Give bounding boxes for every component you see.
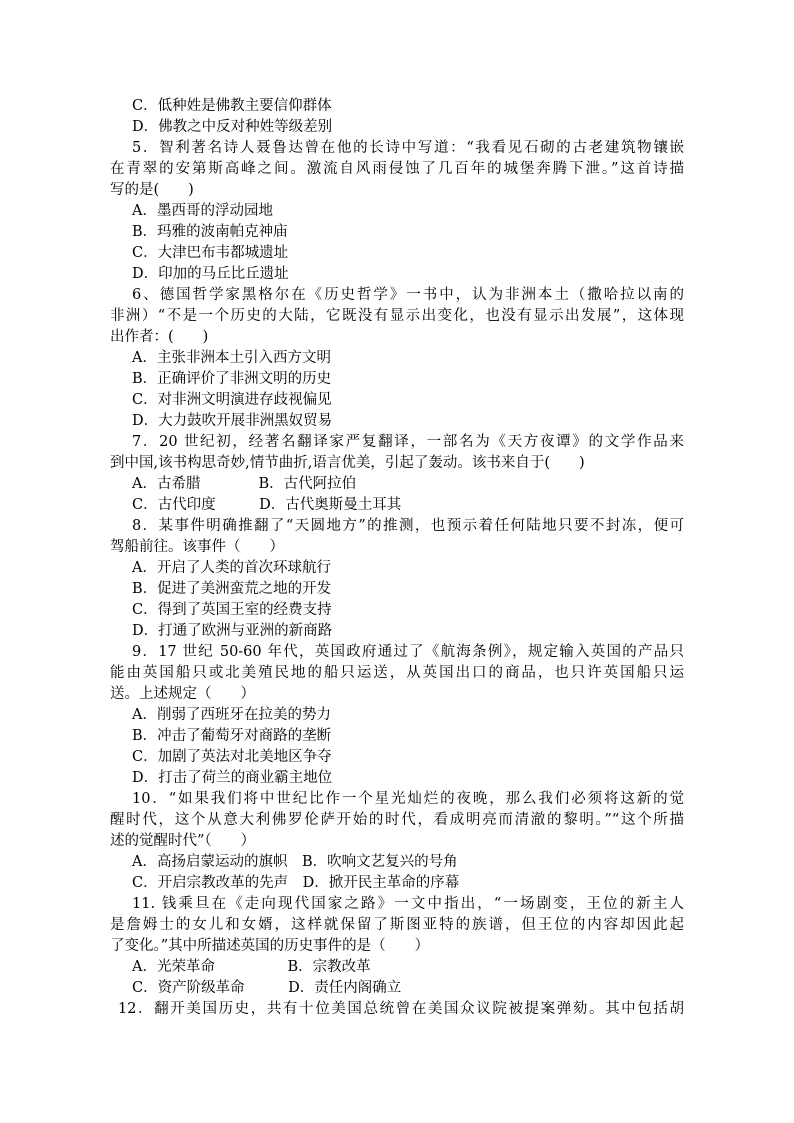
text-line: D．佛教之中反对种姓等级差别	[132, 119, 333, 135]
text-line: B．玛雅的波南帕克神庙	[132, 224, 288, 240]
text-line: 写的是( )	[110, 182, 194, 198]
text-line: 是詹姆士的女儿和女婿，这样就保留了斯图亚特的族谱，但王位的内容却因此起	[110, 917, 684, 933]
text-line: C．大津巴布韦都城遗址	[132, 245, 289, 261]
text-line: 能由英国船只或北美殖民地的船只运送，从英国出口的商品，也只许英国船只运	[110, 665, 684, 681]
text-line: C．低种姓是佛教主要信仰群体	[132, 98, 332, 114]
text-line: D．打击了荷兰的商业霸主地位	[132, 770, 333, 786]
text-line: D．打通了欧洲与亚洲的新商路	[132, 623, 333, 639]
text-line: A．墨西哥的浮动园地	[132, 203, 273, 219]
text-line: B．正确评价了非洲文明的历史	[132, 371, 332, 387]
text-line: D．大力鼓吹开展非洲黑奴贸易	[132, 413, 333, 429]
text-line: 到中国,该书构思奇妙,情节曲折,语言优美，引起了轰动。该书来自于( )	[110, 455, 585, 471]
text-line: 7．20 世纪初，经著名翻译家严复翻译，一部名为《天方夜谭》的文学作品来	[132, 434, 684, 450]
text-line: 出作者：( )	[110, 329, 209, 345]
text-line: A．削弱了西班牙在拉美的势力	[132, 707, 331, 723]
text-line: C．古代印度 D．古代奥斯曼土耳其	[132, 497, 402, 513]
text-line: A．高扬启蒙运动的旗帜 B．吹响文艺复兴的号角	[132, 854, 458, 870]
text-line: B．冲击了葡萄牙对商路的垄断	[132, 728, 332, 744]
text-line: C．对非洲文明演进存歧视偏见	[132, 392, 332, 408]
text-line: 驾船前往。该事件（ ）	[110, 539, 284, 555]
text-line: D．印加的马丘比丘遗址	[132, 266, 289, 282]
text-line: A．古希腊 B．古代阿拉伯	[132, 476, 357, 492]
text-line: 5．智利著名诗人聂鲁达曾在他的长诗中写道：“我看见石砌的古老建筑物镶嵌	[132, 140, 684, 156]
text-line: 送。上述规定（ ）	[110, 686, 255, 702]
text-line: 11. 钱乘旦在《走向现代国家之路》一文中指出，“一场剧变，王位的新主人	[132, 896, 684, 912]
text-line: A．开启了人类的首次环球航行	[132, 560, 331, 576]
text-line: B．促进了美洲蛮荒之地的开发	[132, 581, 332, 597]
text-line: 6、德国哲学家黑格尔在《历史哲学》一书中，认为非洲本土（撒哈拉以南的	[132, 287, 684, 303]
text-line: 在青翠的安第斯高峰之间。激流自风雨侵蚀了几百年的城堡奔腾下泄。”这首诗描	[110, 161, 684, 177]
text-line: 10．“如果我们将中世纪比作一个星光灿烂的夜晚，那么我们必须将这新的觉	[132, 791, 684, 807]
text-line: 8．某事件明确推翻了“天圆地方”的推测，也预示着任何陆地只要不封冻，便可	[132, 518, 684, 534]
text-line: 非洲）“不是一个历史的大陆，它既没有显示出变化，也没有显示出发展”，这体现	[110, 308, 684, 324]
text-line: 9．17 世纪 50-60 年代，英国政府通过了《航海条例》，规定输入英国的产品只	[132, 644, 684, 660]
text-line: C．开启宗教改革的先声 D．掀开民主革命的序幕	[132, 875, 460, 891]
text-line: A．主张非洲本土引入西方文明	[132, 350, 331, 366]
text-line: 了变化。”其中所描述英国的历史事件的是（ ）	[110, 938, 430, 954]
text-line: 醒时代，这个从意大利佛罗伦萨开始的时代，看成明亮而清澈的黎明。”“这个所描	[110, 812, 684, 828]
text-line: C．加剧了英法对北美地区争夺	[132, 749, 332, 765]
text-line: C．得到了英国王室的经费支持	[132, 602, 332, 618]
text-line: 12．翻开美国历史，共有十位美国总统曾在美国众议院被提案弹劾。其中包括胡	[118, 1001, 684, 1017]
text-line: A．光荣革命 B．宗教改革	[132, 959, 371, 975]
text-line: 述的觉醒时代”（ ）	[110, 833, 256, 849]
text-line: C．资产阶级革命 D．责任内阁确立	[132, 980, 402, 996]
